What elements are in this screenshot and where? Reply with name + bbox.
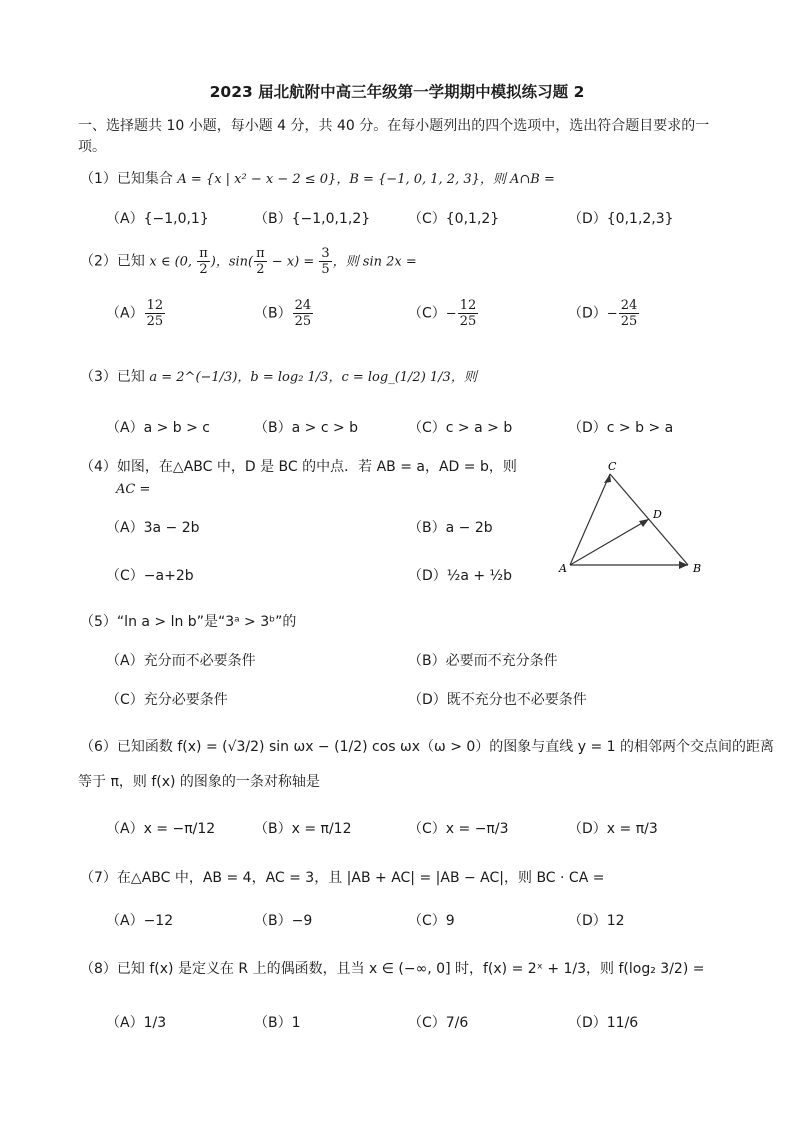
q1-option-c[interactable]: （C）{0,1,2}: [408, 211, 500, 227]
arrow-ac-icon: [604, 474, 611, 483]
q8-option-c[interactable]: （C）7/6: [408, 1015, 469, 1031]
question-prefix: 如图，在△ABC 中，D 是 BC 的中点．若 AB = a，AD = b，则: [116, 459, 517, 475]
q7-option-b[interactable]: （B）−9: [254, 913, 313, 929]
q2-option-a[interactable]: （A） $\frac{12}{25}$: [106, 298, 164, 329]
question-number: （1）: [80, 171, 117, 187]
q8-option-a[interactable]: （A）1/3: [106, 1015, 167, 1031]
question-4-stem: [80, 456, 517, 476]
question-1-stem: [80, 168, 555, 188]
q4-option-d[interactable]: （D）½a + ½b: [408, 568, 513, 584]
question-prefix: 已知函数 f(x) = (√3/2) sin ωx − (1/2) cos ωx（ω > 0）的图象与直线 y = 1 的相邻两个交点间的距离: [116, 739, 775, 755]
question-6-stem: [80, 736, 774, 756]
label-c: C: [608, 460, 617, 473]
q7-option-c[interactable]: （C）9: [408, 913, 455, 929]
q2-option-d[interactable]: （D）− $\frac{24}{25}$: [568, 298, 638, 329]
q1-option-b[interactable]: （B）{−1,0,1,2}: [254, 211, 371, 227]
q5-option-c[interactable]: （C）充分必要条件: [106, 692, 228, 708]
label-a: A: [559, 562, 567, 575]
q3-option-b[interactable]: （B）a > c > b: [254, 420, 359, 436]
question-math: x ∈ (0,: [149, 254, 197, 270]
question-4-line2: AC =: [116, 482, 151, 497]
edge-ac: [570, 474, 610, 565]
q1-option-d[interactable]: （D）{0,1,2,3}: [568, 211, 674, 227]
question-2-stem: （2）已知 x ∈ (0, $\frac{\pi}{2}$ )，sin( $\frac{\pi}{2}$ − x) = $\frac{3}{5}$ ，则 sin 2x =: [80, 246, 417, 277]
median-ad: [570, 519, 649, 565]
fraction: $\frac{\pi}{2}$: [256, 246, 265, 277]
q4-option-b[interactable]: （B）a − 2b: [408, 520, 493, 536]
q2-option-c[interactable]: （C）− $\frac{12}{25}$: [408, 298, 477, 329]
triangle-figure: [548, 458, 718, 578]
q2-option-b[interactable]: （B） $\frac{24}{25}$: [254, 298, 312, 329]
question-prefix: 已知集合: [116, 171, 173, 187]
q7-option-a[interactable]: （A）−12: [106, 913, 174, 929]
question-prefix: 已知: [116, 369, 145, 385]
question-prefix: 已知 f(x) 是定义在 R 上的偶函数，且当 x ∈ (−∞, 0] 时，f(x) = 2ˣ + 1/3，则 f(log₂ 3/2) =: [116, 961, 705, 977]
q3-option-c[interactable]: （C）c > a > b: [408, 420, 513, 436]
label-d: D: [653, 508, 662, 521]
q1-option-a[interactable]: （A）{−1,0,1}: [106, 211, 209, 227]
question-7-stem: [80, 867, 604, 887]
q6-option-d[interactable]: （D）x = π/3: [568, 821, 658, 837]
question-3-stem: [80, 366, 477, 386]
fraction: $\frac{\pi}{2}$: [199, 246, 208, 277]
q8-option-b[interactable]: （B）1: [254, 1015, 301, 1031]
fraction: $\frac{3}{5}$: [321, 246, 330, 277]
arrow-ab-icon: [679, 561, 688, 569]
question-prefix: “ln a > ln b”是“3ᵃ > 3ᵇ”的: [116, 614, 297, 630]
question-number: （8）: [80, 961, 117, 977]
question-number: （5）: [80, 614, 117, 630]
q4-option-c[interactable]: （C）−a+2b: [106, 568, 194, 584]
question-math: A = {x | x² − x − 2 ≤ 0}，B = {−1, 0, 1, 2, 3}，则 A∩B =: [177, 172, 555, 187]
question-6-line2: 等于 π，则 f(x) 的图象的一条对称轴是: [78, 774, 320, 790]
question-number: （2）: [80, 253, 117, 270]
q4-option-a[interactable]: （A）3a − 2b: [106, 520, 200, 536]
question-5-stem: [80, 611, 296, 631]
page-title: 2023 届北航附中高三年级第一学期期中模拟练习题 2: [209, 83, 585, 101]
label-b: B: [693, 562, 702, 575]
question-8-stem: [80, 958, 704, 978]
q3-option-d[interactable]: （D）c > b > a: [568, 420, 674, 436]
q7-option-d[interactable]: （D）12: [568, 913, 625, 929]
question-prefix: 已知: [116, 253, 145, 270]
q5-option-b[interactable]: （B）必要而不充分条件: [408, 653, 558, 669]
question-number: （4）: [80, 459, 117, 475]
question-number: （7）: [80, 870, 117, 886]
question-math: a = 2^(−1/3)，b = log₂ 1/3，c = log_(1/2) 1/3，则: [149, 370, 477, 385]
question-prefix: 在△ABC 中，AB = 4，AC = 3，且 |AB + AC| = |AB − AC|，则 BC · CA =: [116, 870, 605, 886]
question-number: （6）: [80, 739, 117, 755]
q5-option-a[interactable]: （A）充分而不必要条件: [106, 653, 256, 669]
q8-option-d[interactable]: （D）11/6: [568, 1015, 639, 1031]
arrow-ad-icon: [639, 519, 649, 527]
q6-option-b[interactable]: （B）x = π/12: [254, 821, 352, 837]
q5-option-d[interactable]: （D）既不充分也不必要条件: [408, 692, 587, 708]
section-heading: 一、选择题共 10 小题，每小题 4 分，共 40 分。在每小题列出的四个选项中，选出符合题目要求的一项。: [78, 118, 710, 155]
q6-option-c[interactable]: （C）x = −π/3: [408, 821, 509, 837]
q3-option-a[interactable]: （A）a > b > c: [106, 420, 211, 436]
q6-option-a[interactable]: （A）x = −π/12: [106, 821, 216, 837]
question-number: （3）: [80, 369, 117, 385]
